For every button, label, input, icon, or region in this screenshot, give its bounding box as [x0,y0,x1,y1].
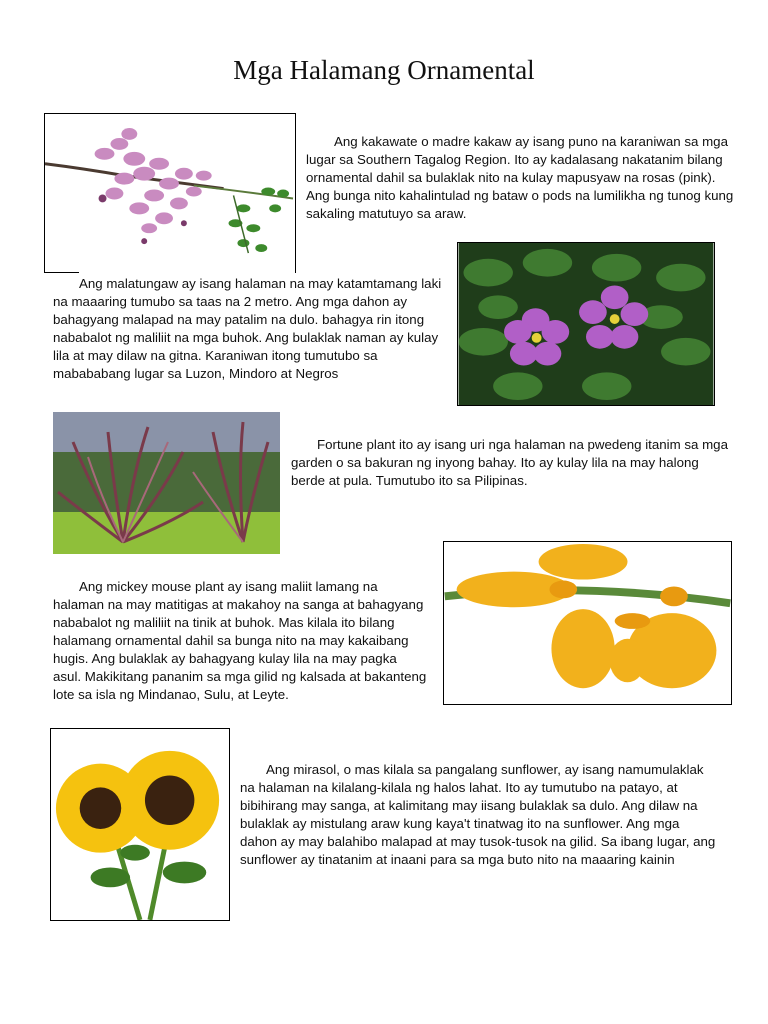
kakawate-illustration [45,114,295,273]
kakawate-paragraph: Ang kakawate o madre kakaw ay isang puno na karaniwan sa mga lugar sa Southern Tagalog Region. Ito ay kadalasang nakatanim bilang ornamental dahil sa bulaklak nito na kulay mapusyaw na rosas (pink). Ang bunga nito kahalintulad ng bataw o pods na lumilikha ng tunog kung sakaling matutuyo sa araw. [306,134,734,221]
mirasol-paragraph: Ang mirasol, o mas kilala sa pangalang sunflower, ay isang namumulaklak na halaman na kilalang-kilala ng halos lahat. Ito ay tumutubo na patayo, at bibihirang may sanga, at kalimitang may iisang bulaklak sa dulo. Ang dilaw na bulaklak ay mistulang araw kung kaya't tinatwag ito na sunflower. Ang mga dahon ay may balahibo malapad at may tusok-tusok na gilid. Sa ibang lugar, ang sunflower ay tinatanim at inaani para sa mga buto nito na maaaring kainin [240,762,716,867]
mickey-mouse-plant-image [443,541,732,705]
mickey-mouse-plant-paragraph: Ang mickey mouse plant ay isang maliit lamang na halaman na may matitigas at makahoy na sanga at bahagyang nababalot ng maliliit na tinik at buhok. Mas kilala ito bilang halamang ornamental dahil sa bunga nito na may kakaibang hugis. Ang bulaklak ay bahagyang kulay lila na may pagka asul. Makikitang pananim sa mga gilid ng kalsada at bakanteng lote sa isla ng Mindanao, Sulu, at Leyte. [53,579,427,702]
fortune-plant-paragraph: Fortune plant ito ay isang uri nga halaman na pwedeng itanim sa mga garden o sa bakuran ng inyong bahay. Ito ay kulay lila na may halong berde at pula. Tumutubo ito sa Pilipinas. [291,437,728,488]
mickey-mouse-plant-illustration [444,542,731,704]
fortune-plant-illustration [53,412,280,554]
malatungaw-image [457,242,715,406]
fortune-plant-image [53,412,280,554]
kakawate-image [44,113,296,273]
malatungaw-illustration [458,243,714,405]
malatungaw-paragraph: Ang malatungaw ay isang halaman na may katamtamang laki na maaaring tumubo sa taas na 2 metro. Ang mga dahon ay bahagyang malapad na may patalim na dulo. bahagya rin itong nababalot ng maliliit na mga buhok. Ang bulaklak naman ay kulay lila at may dilaw na gitna. Karaniwan itong tumutubo sa mabababang lugar sa Luzon, Mindoro at Negros [53,276,442,381]
sunflower-illustration [51,729,229,920]
page-title: Mga Halamang Ornamental [233,55,535,85]
sunflower-image [50,728,230,921]
